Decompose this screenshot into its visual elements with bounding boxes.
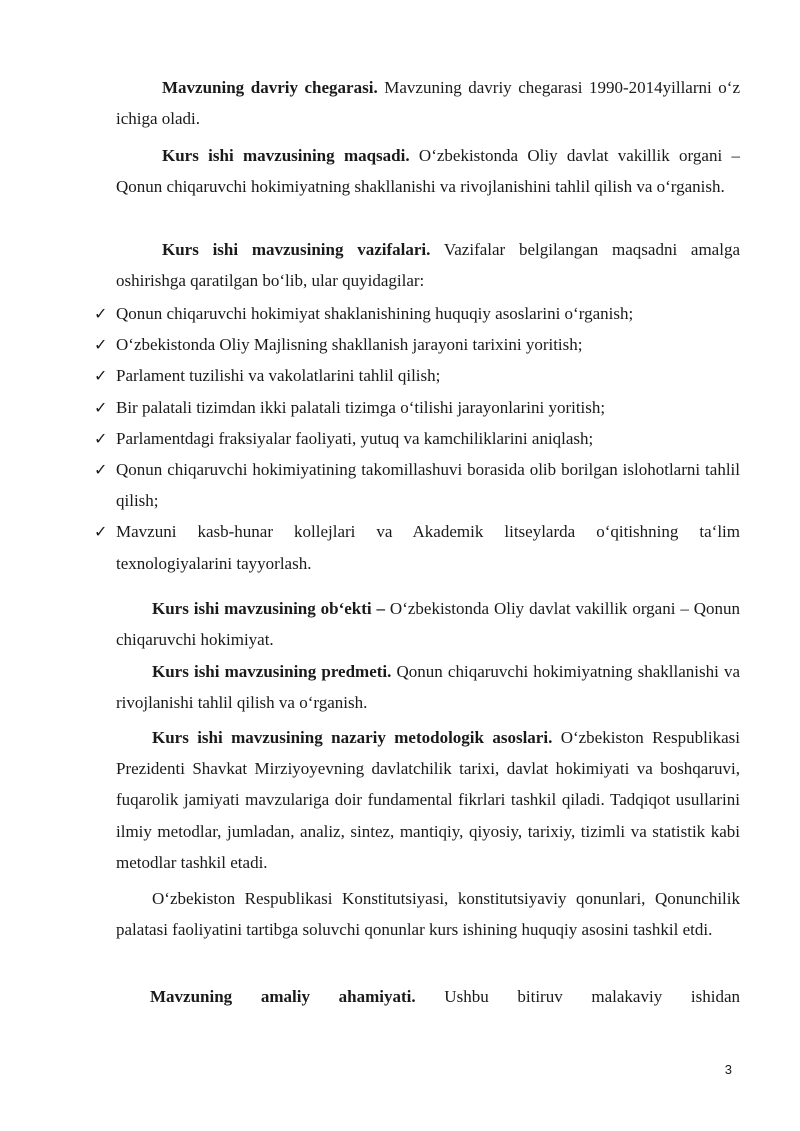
text-legal-basis: O‘zbekiston Respublikasi Konstitutsiyasi, konstitutsiyaviy qonunlari, Qonunchilik palatasi faoliyatini tartibga soluvchi qonunlar kurs ishining huquqiy asosini tashkil etdi. — [116, 889, 740, 940]
checkmark-icon: ✓ — [94, 428, 108, 448]
heading-methodology: Kurs ishi mavzusining nazariy metodologik asoslari. — [152, 728, 553, 747]
tasks-list — [94, 298, 740, 579]
paragraph-methodology — [116, 722, 740, 878]
text-chronological-scope: Mavzuning davriy chegarasi 1990-2014yillarni o‘z ichiga oladi. — [116, 78, 740, 129]
heading-chronological-scope: Mavzuning davriy chegarasi. — [162, 78, 378, 97]
checkmark-icon: ✓ — [94, 366, 108, 386]
page-number: 3 — [724, 1062, 732, 1077]
checkmark-icon: ✓ — [94, 460, 108, 480]
paragraph-legal-basis — [116, 883, 740, 945]
list-item: ✓ Parlamentdagi fraksiyalar faoliyati, yutuq va kamchiliklarini aniqlash; — [94, 423, 740, 454]
paragraph-practical-significance — [116, 981, 740, 1012]
text-subject: Qonun chiqaruvchi hokimiyatning shakllanishi va rivojlanishi tahlil qilish va o‘rganish. — [116, 662, 740, 713]
heading-purpose: Kurs ishi mavzusining maqsadi. — [162, 146, 410, 165]
paragraph-object — [116, 593, 740, 655]
paragraph-purpose — [116, 140, 740, 202]
heading-subject: Kurs ishi mavzusining predmeti. — [152, 662, 392, 681]
list-item: ✓ Mavzuni kasb-hunar kollejlari va Akademik litseylarda o‘qitishning ta‘lim texnologiyalarini tayyorlash. — [94, 516, 740, 578]
list-item: ✓ Qonun chiqaruvchi hokimiyat shaklanishining huquqiy asoslarini o‘rganish; — [94, 298, 740, 329]
checkmark-icon: ✓ — [94, 304, 108, 323]
heading-object: Kurs ishi mavzusining ob‘ekti – — [152, 599, 386, 618]
text-methodology: O‘zbekiston Respublikasi Prezidenti Shavkat Mirziyoyevning davlatchilik tarixi, davlat hokimiyati va boshqaruvi, fuqarolik jamiyati mavzulariga doir fundamental fikrlari tashkil qiladi. Tadqiqot usullarini ilmiy metodlar, jumladan, analiz, sintez, mantiqiy, qiyosiy, tarixiy, tizimli va statistik kabi metodlar tashkil etadi. — [116, 728, 740, 872]
paragraph-chronological-scope — [116, 72, 740, 134]
list-item: ✓ Qonun chiqaruvchi hokimiyatining takomillashuvi borasida olib borilgan islohotlarni tahlil qilish; — [94, 454, 740, 516]
text-practical-significance: Ushbu bitiruv malakaviy ishidan — [415, 987, 740, 1006]
checkmark-icon: ✓ — [94, 335, 108, 355]
list-item: ✓ Parlament tuzilishi va vakolatlarini tahlil qilish; — [94, 360, 740, 391]
checkmark-icon: ✓ — [94, 522, 108, 542]
paragraph-subject — [116, 656, 740, 718]
text-object: O‘zbekistonda Oliy davlat vakillik organi – Qonun chiqaruvchi hokimiyat. — [116, 599, 740, 650]
list-item: ✓ O‘zbekistonda Oliy Majlisning shakllanish jarayoni tarixini yoritish; — [94, 329, 740, 360]
text-purpose: O‘zbekistonda Oliy davlat vakillik organi – Qonun chiqaruvchi hokimiyatning shakllanishi va rivojlanishini tahlil qilish va o‘rganish. — [116, 146, 740, 197]
text-tasks-intro: Vazifalar belgilangan maqsadni amalga oshirishga qaratilgan bo‘lib, ular quyidagilar: — [116, 240, 740, 291]
heading-tasks: Kurs ishi mavzusining vazifalari. — [162, 240, 431, 259]
heading-practical-significance: Mavzuning amaliy ahamiyati. — [150, 987, 416, 1006]
checkmark-icon: ✓ — [94, 397, 108, 417]
paragraph-tasks-intro — [116, 234, 740, 296]
list-item: ✓ Bir palatali tizimdan ikki palatali tizimga o‘tilishi jarayonlarini yoritish; — [94, 392, 740, 423]
